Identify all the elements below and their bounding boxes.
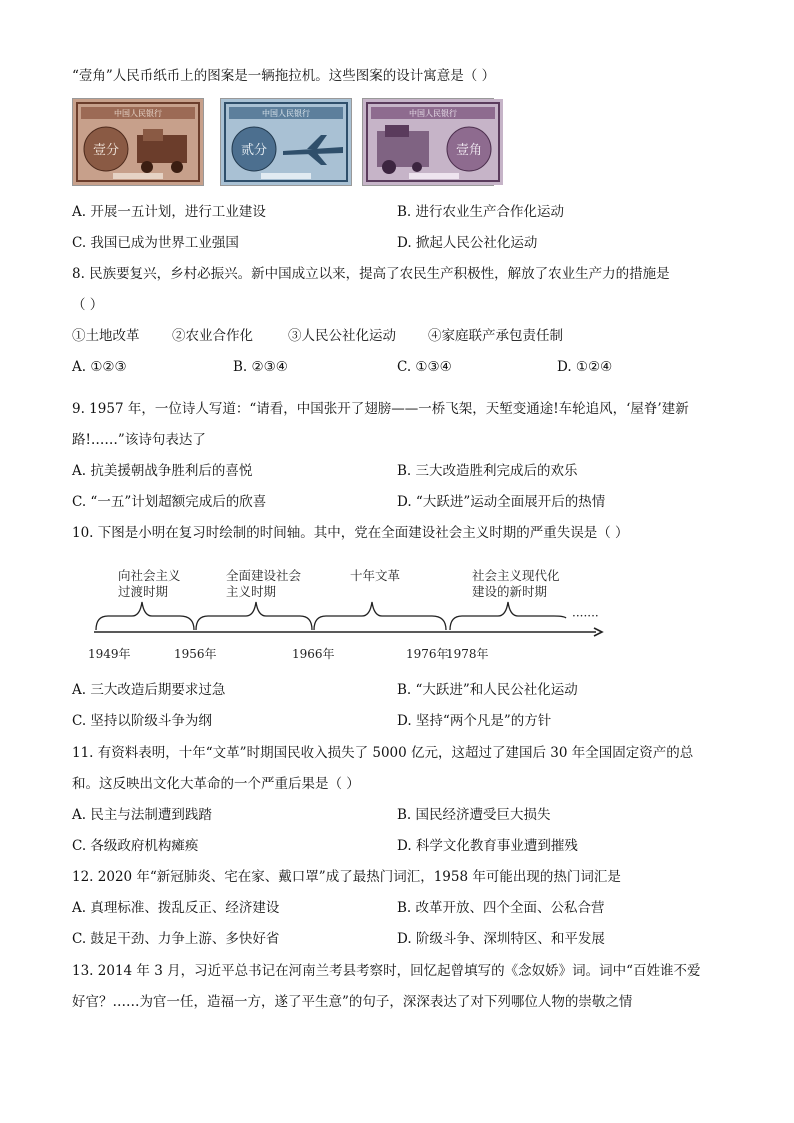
period-1-line2: 过渡时期 (118, 584, 169, 599)
q10-option-a[interactable]: A. 三大改造后期要求过急 (72, 682, 226, 698)
banknote-value: 壹分 (92, 143, 120, 158)
q12-option-d[interactable]: D. 阶级斗争、深圳特区、和平发展 (397, 931, 605, 947)
q10-option-b[interactable]: B. “大跃进”和人民公社化运动 (397, 682, 578, 698)
q11-option-c[interactable]: C. 各级政府机构瘫痪 (72, 838, 199, 854)
year-1976: 1976年 (406, 647, 449, 661)
q9-option-d[interactable]: D. “大跃进”运动全面展开后的热情 (397, 494, 606, 510)
banknote-two-fen (220, 98, 352, 186)
banknote-value: 贰分 (240, 143, 268, 158)
q11-option-b[interactable]: B. 国民经济遭受巨大损失 (397, 807, 551, 823)
q8-option-b[interactable]: B. ②③④ (233, 359, 288, 375)
banknote-bank-name: 中国人民银行 (114, 109, 162, 118)
q11-option-a[interactable]: A. 民主与法制遭到践踏 (72, 807, 212, 823)
q13-stem-line2: 好官？……为官一任，造福一方，遂了平生意”的句子，深深表达了对下列哪位人物的崇敬之情 (72, 994, 633, 1010)
q7-option-c[interactable]: C. 我国已成为世界工业强国 (72, 235, 239, 251)
q8-option-c[interactable]: C. ①③④ (397, 359, 452, 375)
q11-stem-line2: 和。这反映出文化大革命的一个严重后果是（ ） (72, 776, 360, 792)
q8-stem-line1: 8. 民族要复兴，乡村必振兴。新中国成立以来，提高了农民生产积极性，解放了农业生产力的措施是 (72, 266, 670, 282)
q8-item-1: ①土地改革 (72, 328, 140, 344)
q7-option-a[interactable]: A. 开展一五计划，进行工业建设 (72, 204, 266, 220)
q9-option-a[interactable]: A. 抗美援朝战争胜利后的喜悦 (72, 463, 253, 479)
q12-stem: 12. 2020 年“新冠肺炎、宅在家、戴口罩”成了最热门词汇，1958 年可能出现的热门词汇是 (72, 869, 621, 885)
q9-option-b[interactable]: B. 三大改造胜利完成后的欢乐 (397, 463, 578, 479)
q13-stem-line1: 13. 2014 年 3 月，习近平总书记在河南兰考县考察时，回忆起曾填写的《念奴娇》词。词中“百姓谁不爱 (72, 963, 701, 979)
period-4-line2: 建设的新时期 (472, 584, 548, 599)
banknote-one-jiao (362, 98, 494, 186)
period-1-line1: 向社会主义 (118, 568, 181, 583)
banknote-one-fen (72, 98, 204, 186)
q8-item-4: ④家庭联产承包责任制 (428, 328, 563, 344)
year-1978: 1978年 (446, 647, 489, 661)
period-2-line1: 全面建设社会 (226, 568, 302, 583)
timeline-figure (88, 558, 608, 670)
q12-option-a[interactable]: A. 真理标准、拨乱反正、经济建设 (72, 900, 280, 916)
q9-option-c[interactable]: C. “一五”计划超额完成后的欣喜 (72, 494, 267, 510)
year-1949: 1949年 (88, 647, 131, 661)
brace-period-1 (96, 602, 194, 630)
q12-option-c[interactable]: C. 鼓足干劲、力争上游、多快好省 (72, 931, 280, 947)
q9-stem-line1: 9. 1957 年，一位诗人写道：“请看，中国张开了翅膀——一桥飞架，天堑变通途!车轮追风，‘屋脊’建新 (72, 401, 689, 417)
banknote-bank-name: 中国人民银行 (262, 109, 310, 118)
q9-stem-line2: 路!……”该诗句表达了 (72, 432, 206, 448)
q10-option-c[interactable]: C. 坚持以阶级斗争为纲 (72, 713, 212, 729)
q7-option-d[interactable]: D. 掀起人民公社化运动 (397, 235, 538, 251)
q7-stem: “壹角”人民币纸币上的图案是一辆拖拉机。这些图案的设计寓意是（ ） (72, 68, 496, 84)
q8-option-a[interactable]: A. ①②③ (72, 359, 127, 375)
q8-item-3: ③人民公社化运动 (288, 328, 396, 344)
brace-period-3 (314, 602, 446, 630)
period-4-line1: 社会主义现代化 (472, 568, 560, 583)
year-1956: 1956年 (174, 647, 217, 661)
q10-option-d[interactable]: D. 坚持“两个凡是”的方针 (397, 713, 552, 729)
period-2-line2: 主义时期 (226, 584, 277, 599)
q12-option-b[interactable]: B. 改革开放、四个全面、公私合营 (397, 900, 605, 916)
q11-stem-line1: 11. 有资料表明，十年“文革”时期国民收入损失了 5000 亿元，这超过了建国后 30 年全国固定资产的总 (72, 745, 694, 761)
q11-option-d[interactable]: D. 科学文化教育事业遭到摧残 (397, 838, 578, 854)
brace-period-4 (450, 602, 566, 630)
banknote-bank-name: 中国人民银行 (409, 109, 457, 118)
brace-period-2 (196, 602, 312, 630)
period-3-line1: 十年文革 (350, 568, 401, 583)
q10-stem: 10. 下图是小明在复习时绘制的时间轴。其中，党在全面建设社会主义时期的严重失误是（ ） (72, 525, 629, 541)
q7-option-b[interactable]: B. 进行农业生产合作化运动 (397, 204, 565, 220)
banknote-value: 壹角 (455, 143, 483, 158)
q8-option-d[interactable]: D. ①②④ (557, 359, 613, 375)
timeline-ellipsis: ······· (572, 609, 599, 623)
year-1966: 1966年 (292, 647, 335, 661)
q8-stem-line2: （ ） (72, 297, 104, 313)
q8-item-2: ②农业合作化 (172, 328, 253, 344)
